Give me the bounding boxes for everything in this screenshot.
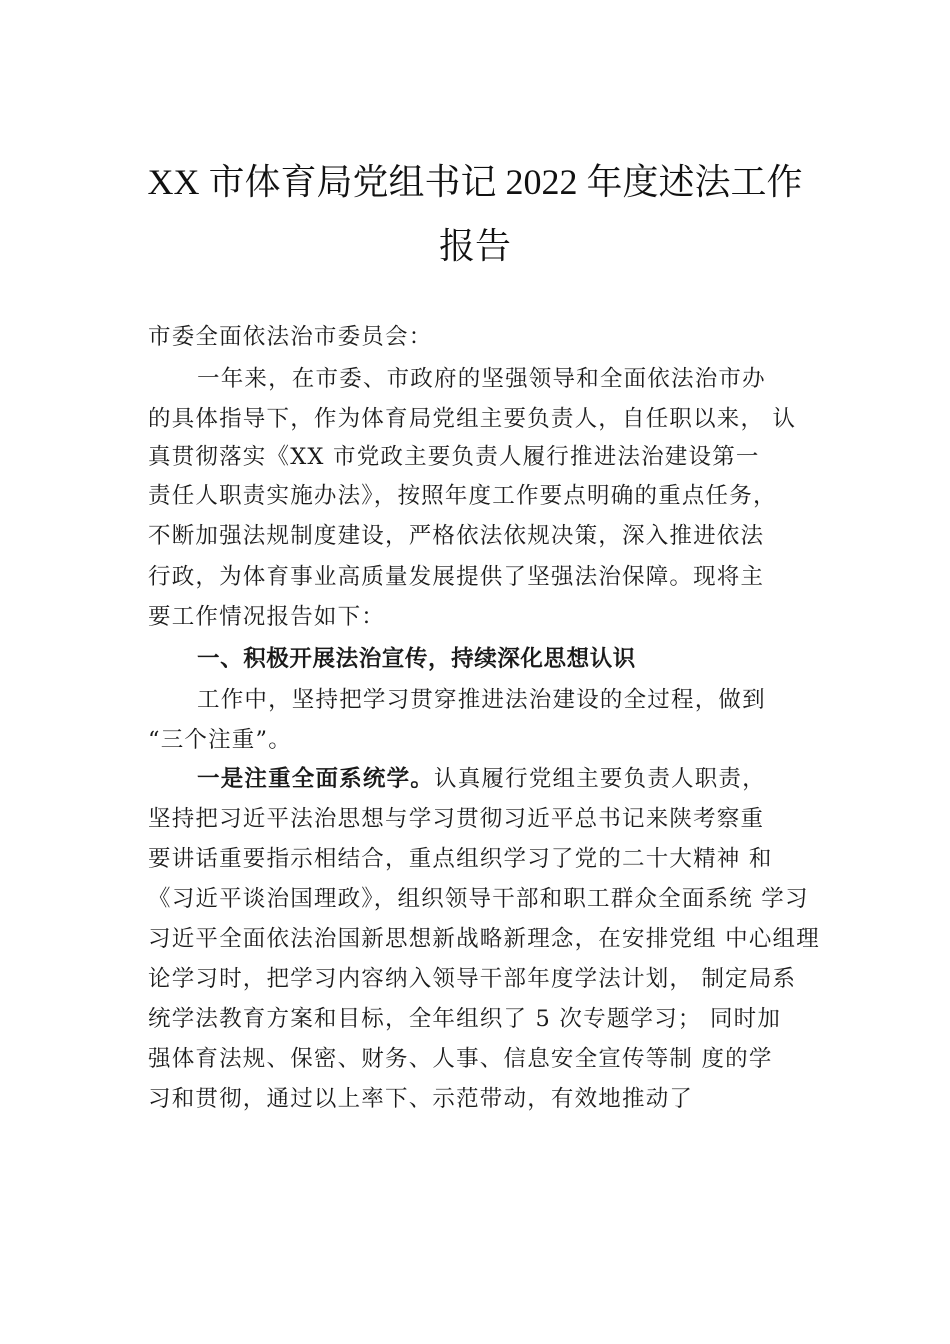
paragraph-line: 真贯彻落实《XX 市党政主要负责人履行推进法治建设第一 [148, 444, 760, 470]
point-label: 一是注重全面系统学。 [197, 766, 435, 792]
paragraph-line: 统学法教育方案和目标，全年组织了 5 次专题学习； 同时加 [148, 1006, 782, 1032]
paragraph-line: 习和贯彻，通过以上率下、示范带动，有效地推动了 [148, 1086, 694, 1112]
paragraph-line: 要讲话重要指示相结合，重点组织学习了党的二十大精神 和 [148, 846, 773, 872]
paragraph-line: 强体育法规、保密、财务、人事、信息安全宣传等制 度的学 [148, 1046, 773, 1072]
paragraph-line: 工作中，坚持把学习贯穿推进法治建设的全过程，做到 [197, 687, 766, 713]
paragraph-line: 的具体指导下，作为体育局党组主要负责人，自任职以来， 认 [148, 406, 797, 432]
paragraph-line [197, 764, 766, 794]
paragraph-line: 要工作情况报告如下： [148, 604, 386, 630]
section-heading: 一、积极开展法治宣传，持续深化思想认识 [197, 646, 636, 672]
paragraph-line: 习近平全面依法治国新思想新战略新理念，在安排党组 中心组理 [148, 926, 820, 952]
salutation: 市委全面依法治市委员会： [148, 324, 433, 350]
document-title-line-2: 报告 [438, 226, 511, 266]
paragraph-line: 一年来，在市委、市政府的坚强领导和全面依法治市办 [197, 366, 766, 392]
paragraph-line: 责任人职责实施办法》，按照年度工作要点明确的重点任务， [148, 483, 777, 509]
document-title-line-1: XX 市体育局党组书记 2022 年度述法工作 [147, 162, 803, 202]
paragraph-line: 《习近平谈治国理政》，组织领导干部和职工群众全面系统 学习 [148, 886, 809, 912]
point-text: 认真履行党组主要负责人职责， [434, 766, 766, 792]
paragraph-line: 行政，为体育事业高质量发展提供了坚强法治保障。现将主 [148, 564, 765, 590]
paragraph-line: 论学习时，把学习内容纳入领导干部年度学法计划， 制定局系 [148, 966, 797, 992]
paragraph-line: 不断加强法规制度建设，严格依法依规决策，深入推进依法 [148, 523, 765, 549]
paragraph-line: 坚持把习近平法治思想与学习贯彻习近平总书记来陕考察重 [148, 806, 765, 832]
paragraph-line: “三个注重”。 [148, 727, 292, 753]
